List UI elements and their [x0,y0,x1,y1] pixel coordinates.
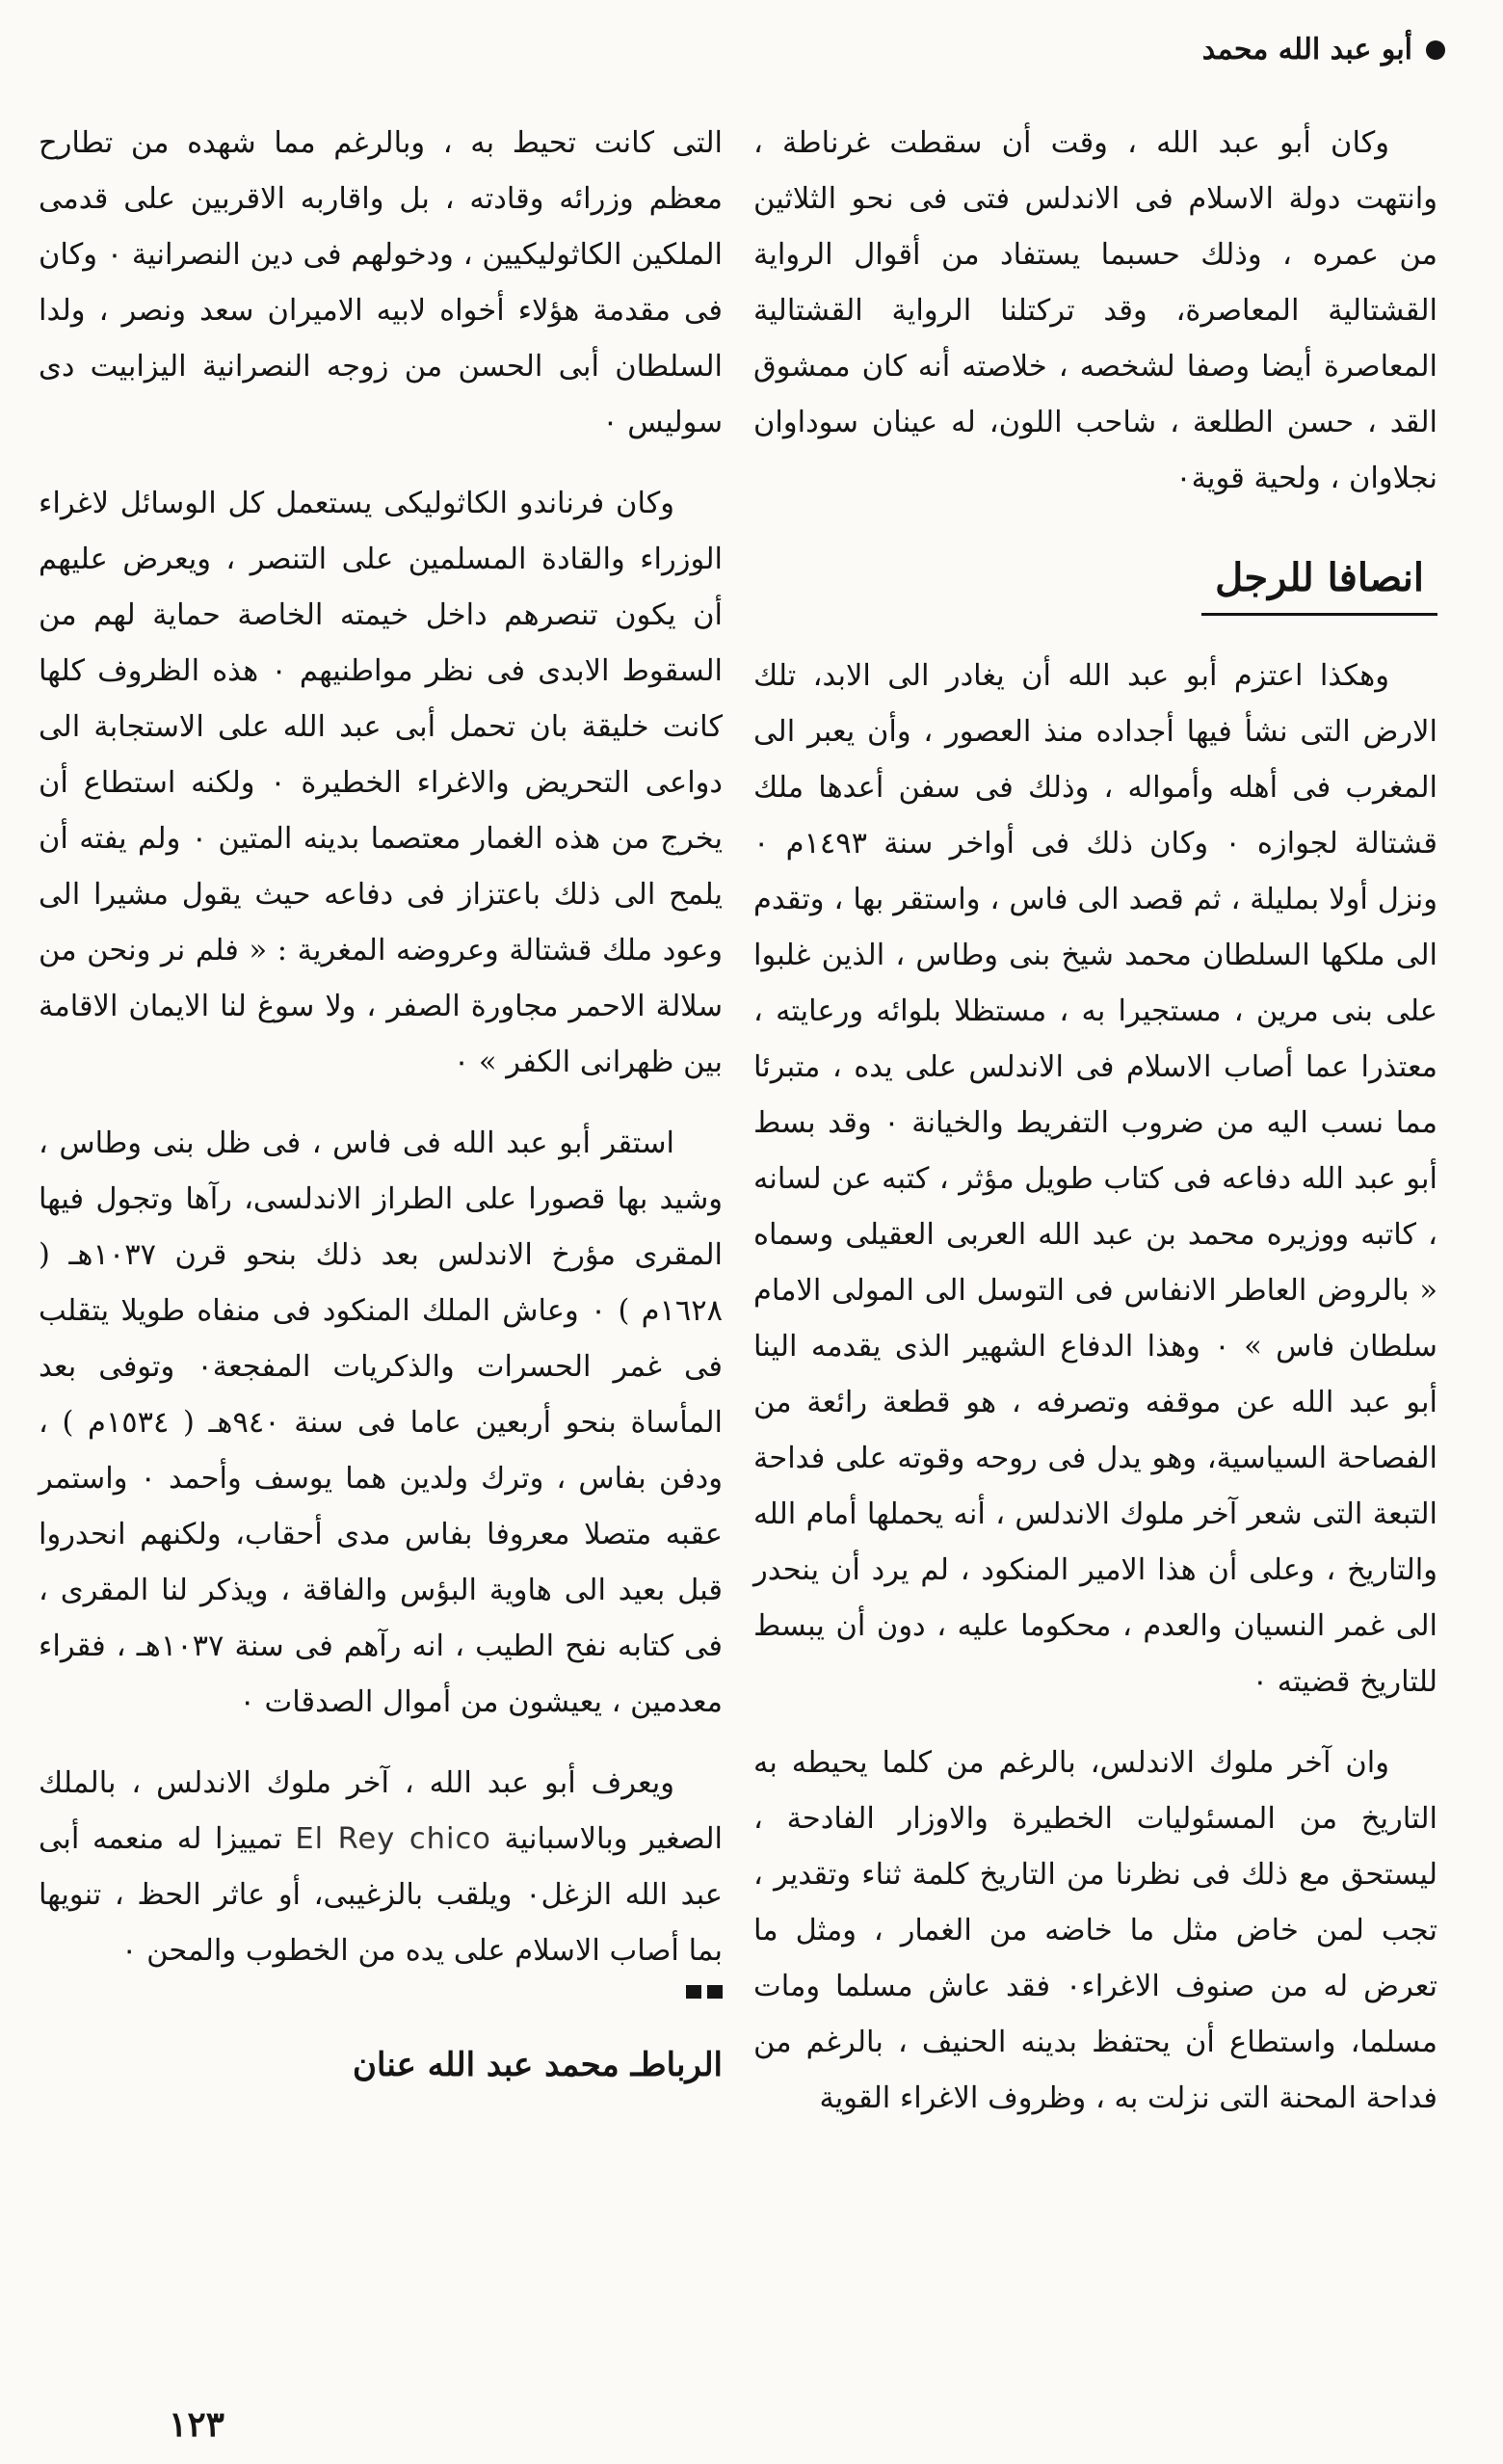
paragraph: وهكذا اعتزم أبو عبد الله أن يغادر الى الابد، تلك الارض التى نشأ فيها أجداده منذ العصور ، وأن يعبر الى المغرب فى أهله وأمواله ، وذلك فى سفن أعدها ملك قشتالة لجوازه ٠ وكان ذلك فى أواخر سنة ١٤٩٣م ٠ ونزل أولا بمليلة ، ثم قصد الى فاس ، واستقر بها ، وتقدم الى ملكها السلطان محمد شيخ بنى وطاس ، الذين غلبوا على بنى مرين ، مستجيرا به ، مستظلا بلوائه ورعايته ، معتذرا عما أصاب الاسلام فى الاندلس على يده ، متبرئا مما نسب اليه من ضروب التفريط والخيانة ٠ وقد بسط أبو عبد الله دفاعه فى كتاب طويل مؤثر ، كتبه عن لسانه ، كاتبه ووزيره محمد بن عبد الله العربى العقيلى وسماه « بالروض العاطر الانفاس فى التوسل الى المولى الامام سلطان فاس » ٠ وهذا الدفاع الشهير الذى يقدمه الينا أبو عبد الله عن موقفه وتصرفه ، هو قطعة رائعة من الفصاحة السياسية، وهو يدل فى روحه وقوته على فداحة التبعة التى شعر آخر ملوك الاندلس ، أنه يحملها أمام الله والتاريخ ، وعلى أن هذا الامير المنكود ، لم يرد أن ينحدر الى غمر النسيان والعدم ، محكوما عليه ، دون أن يبسط للتاريخ قضيته ٠ [753,659,1437,1699]
running-head [1202,33,1445,66]
bullet-icon [1426,40,1445,60]
end-mark-icon [39,1985,723,1999]
author-signature: الرباطـ محمد عبد الله عنان [353,2046,723,2084]
paragraph: وكان فرناندو الكاثوليكى يستعمل كل الوسائل لاغراء الوزراء والقادة المسلمين على التنصر ، ويعرض عليهم أن يكون تنصرهم داخل خيمته الخاصة حماية لهم من السقوط الابدى فى نظر مواطنيهم ٠ هذه الظروف كلها كانت خليقة بان تحمل أبى عبد الله على الاستجابة الى دواعى التحريض والاغراء الخطيرة ٠ ولكنه استطاع أن يخرج من هذه الغمار معتصما بدينه المتين ٠ ولم يفته أن يلمح الى ذلك باعتزاز فى دفاعه حيث يقول مشيرا الى وعود ملك قشتالة وعروضه المغرية : « فلم نر ونحن من سلالة الاحمر مجاورة الصفر ، ولا سوغ لنا الايمان الاقامة بين ظهرانى الكفر » ٠ [39,487,724,1079]
section-title-text: انصافا للرجل [1201,549,1437,616]
paragraph: وكان أبو عبد الله ، وقت أن سقطت غرناطة ، وانتهت دولة الاسلام فى الاندلس فتى فى نحو الثلاثين من عمره ، وذلك حسبما يستفاد من أقوال الرواية القشتالية المعاصرة، وقد تركتلنا الرواية القشتالية المعاصرة أيضا وصفا لشخصه ، خلاصته أنه كان ممشوق القد ، حسن الطلعة ، شاحب اللون، له عينان سوداوان نجلاوان ، ولحية قوية٠ [753,126,1437,495]
latin-term: El Rey chico [295,1822,491,1856]
right-column [753,116,1437,2127]
paragraph: التى كانت تحيط به ، وبالرغم مما شهده من تطارح معظم وزرائه وقادته ، بل واقاربه الاقربين على قدمى الملكين الكاثوليكيين ، ودخولهم فى دين النصرانية ٠ وكان فى مقدمة هؤلاء أخواه لابيه الاميران سعد ونصر ، ولدا السلطان أبى الحسن من زوجه النصرانية اليزابيت دى سوليس ٠ [39,126,723,439]
paragraph-text: ويعرف أبو عبد الله ، آخر ملوك الاندلس ، بالملك الصغير وبالاسبانية [39,1766,723,1856]
paragraph: وان آخر ملوك الاندلس، بالرغم من كلما يحيطه به التاريخ من المسئوليات الخطيرة والاوزار الفادحة ، ليستحق مع ذلك فى نظرنا من التاريخ كلمة ثناء وتقدير ، تجب لمن خاض مثل ما خاضه من الغمار ، ومثل ما تعرض له من صنوف الاغراء٠ فقد عاش مسلما ومات مسلما، واستطاع أن يحتفظ بدينه الحنيف ، بالرغم من فداحة المحنة التى نزلت به ، وظروف الاغراء القوية [753,1746,1437,2115]
paragraph [39,1756,723,1979]
left-column [39,116,723,2093]
running-head-text: أبو عبد الله محمد [1201,33,1412,66]
page-number: ١٢٣ [169,2404,225,2445]
section-title [753,549,1437,616]
paragraph: استقر أبو عبد الله فى فاس ، فى ظل بنى وطاس ، وشيد بها قصورا على الطراز الاندلسى، رآها وتجول فيها المقرى مؤرخ الاندلس بعد ذلك بنحو قرن ١٠٣٧هـ ( ١٦٢٨م ) ٠ وعاش الملك المنكود فى منفاه طويلا يتقلب فى غمر الحسرات والذكريات المفجعة٠ وتوفى بعد المأساة بنحو أربعين عاما فى سنة ٩٤٠هـ ( ١٥٣٤م ) ، ودفن بفاس ، وترك ولدين هما يوسف وأحمد ٠ واستمر عقبه متصلا معروفا بفاس مدى أحقاب، ولكنهم انحدروا قبل بعيد الى هاوية البؤس والفاقة ، ويذكر لنا المقرى ، فى كتابه نفح الطيب ، انه رآهم فى سنة ١٠٣٧هـ ، فقراء معدمين ، يعيشون من أموال الصدقات ٠ [39,1126,724,1719]
paragraph-text: تمييزا له منعمه أبى عبد الله الزغل٠ ويلقب بالزغيبى، أو عاثر الحظ ، تنويها بما أصاب الاسلام على يده من الخطوب والمحن ٠ [39,1822,723,1968]
